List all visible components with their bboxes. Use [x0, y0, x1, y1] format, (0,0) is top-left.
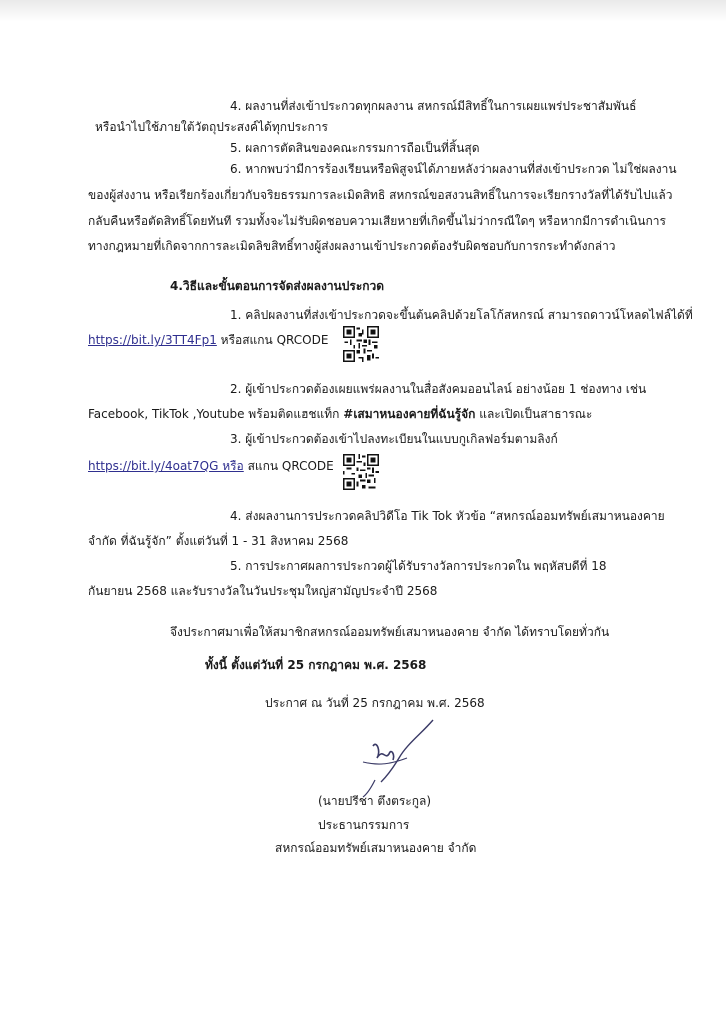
step-4-line1: 4. ส่งผลงานการประกวดคลิปวิดีโอ Tik Tok หัวข้อ “สหกรณ์ออมทรัพย์เสมาหนองคาย	[230, 509, 665, 523]
step-5-line1: 5. การประกาศผลการประกวดผู้ได้รับรางวัลการประกวดใน พฤหัสบดีที่ 18	[230, 559, 607, 573]
announced-date: ประกาศ ณ วันที่ 25 กรกฎาคม พ.ศ. 2568	[265, 696, 485, 710]
rule-6-line3: กลับคืนหรือตัดสิทธิ์โดยทันที รวมทั้งจะไม่รับผิดชอบความเสียหายที่เกิดขึ้นไม่ว่ากรณีใดๆ หรือหากมีการดำเนินการ	[88, 214, 666, 228]
download-logo-link[interactable]: https://bit.ly/3TT4Fp1	[88, 333, 217, 347]
step-1-line1: 1. คลิปผลงานที่ส่งเข้าประกวดจะขึ้นต้นคลิปด้วยโลโก้สหกรณ์ สามารถดาวน์โหลดไฟล์ได้ที่	[230, 308, 693, 322]
qr-code-icon[interactable]	[343, 326, 379, 362]
qr-code-icon[interactable]	[343, 454, 379, 490]
step-3-line2	[88, 458, 334, 474]
effective-date: ทั้งนี้ ตั้งแต่วันที่ 25 กรกฎาคม พ.ศ. 2568	[205, 658, 427, 672]
rule-6-line4: ทางกฎหมายที่เกิดจากการละเมิดลิขสิทธิ์ทางผู้ส่งผลงานเข้าประกวดต้องรับผิดชอบกับการกระทำดังกล่าว	[88, 239, 616, 253]
step-2-platforms: Facebook, TikTok ,Youtube พร้อมติดแฮชแท็ก	[88, 407, 344, 421]
rule-5: 5. ผลการตัดสินของคณะกรรมการถือเป็นที่สิ้นสุด	[230, 141, 480, 155]
step-2-public: และเปิดเป็นสาธารณะ	[475, 407, 593, 421]
step-2-line1: 2. ผู้เข้าประกวดต้องเผยแพร่ผลงานในสื่อสังคมออนไลน์ อย่างน้อย 1 ช่องทาง เช่น	[230, 382, 647, 396]
step-5-line2: กันยายน 2568 และรับรางวัลในวันประชุมใหญ่สามัญประจำปี 2568	[88, 584, 438, 598]
scan-edge	[0, 0, 726, 22]
section-4-heading: 4.วิธีและขั้นตอนการจัดส่งผลงานประกวด	[170, 279, 385, 293]
rule-4-line2: หรือนำไปใช้ภายใต้วัตถุประสงค์ได้ทุกประการ	[95, 120, 328, 134]
hashtag: #เสมาหนองคายที่ฉันรู้จัก	[343, 407, 476, 421]
signatory-organization: สหกรณ์ออมทรัพย์เสมาหนองคาย จำกัด	[275, 841, 477, 855]
rule-6-line1: 6. หากพบว่ามีการร้องเรียนหรือพิสูจน์ได้ภายหลังว่าผลงานที่ส่งเข้าประกวด ไม่ใช่ผลงาน	[230, 162, 677, 176]
signatory-name: (นายปรีชา ตึงตระกูล)	[318, 794, 432, 808]
step-2-line2	[88, 406, 592, 422]
announcement-text: จึงประกาศมาเพื่อให้สมาชิกสหกรณ์ออมทรัพย์เสมาหนองคาย จำกัด ได้ทราบโดยทั่วกัน	[170, 625, 610, 639]
step-1-scan-text: หรือสแกน QRCODE	[216, 333, 329, 347]
rule-6-line2: ของผู้ส่งงาน หรือเรียกร้องเกี่ยวกับจริยธรรมการละเมิดสิทธิ สหกรณ์ขอสงวนสิทธิ์ในการจะเรียกรางวัลที่ได้รับไปแล้ว	[88, 188, 673, 202]
register-form-link[interactable]: https://bit.ly/4oat7QG หรือ	[88, 459, 244, 473]
rule-4-line1: 4. ผลงานที่ส่งเข้าประกวดทุกผลงาน สหกรณ์มีสิทธิ์ในการเผยแพร่ประชาสัมพันธ์	[230, 99, 637, 113]
step-3-scan-text: สแกน QRCODE	[243, 459, 334, 473]
step-4-line2: จำกัด ที่ฉันรู้จัก” ตั้งแต่วันที่ 1 - 31 สิงหาคม 2568	[88, 534, 349, 548]
signature-icon	[355, 718, 455, 798]
signatory-position: ประธานกรรมการ	[318, 818, 410, 832]
step-1-line2	[88, 332, 328, 348]
step-3-line1: 3. ผู้เข้าประกวดต้องเข้าไปลงทะเบียนในแบบกูเกิลฟอร์มตามลิงก์	[230, 432, 558, 446]
